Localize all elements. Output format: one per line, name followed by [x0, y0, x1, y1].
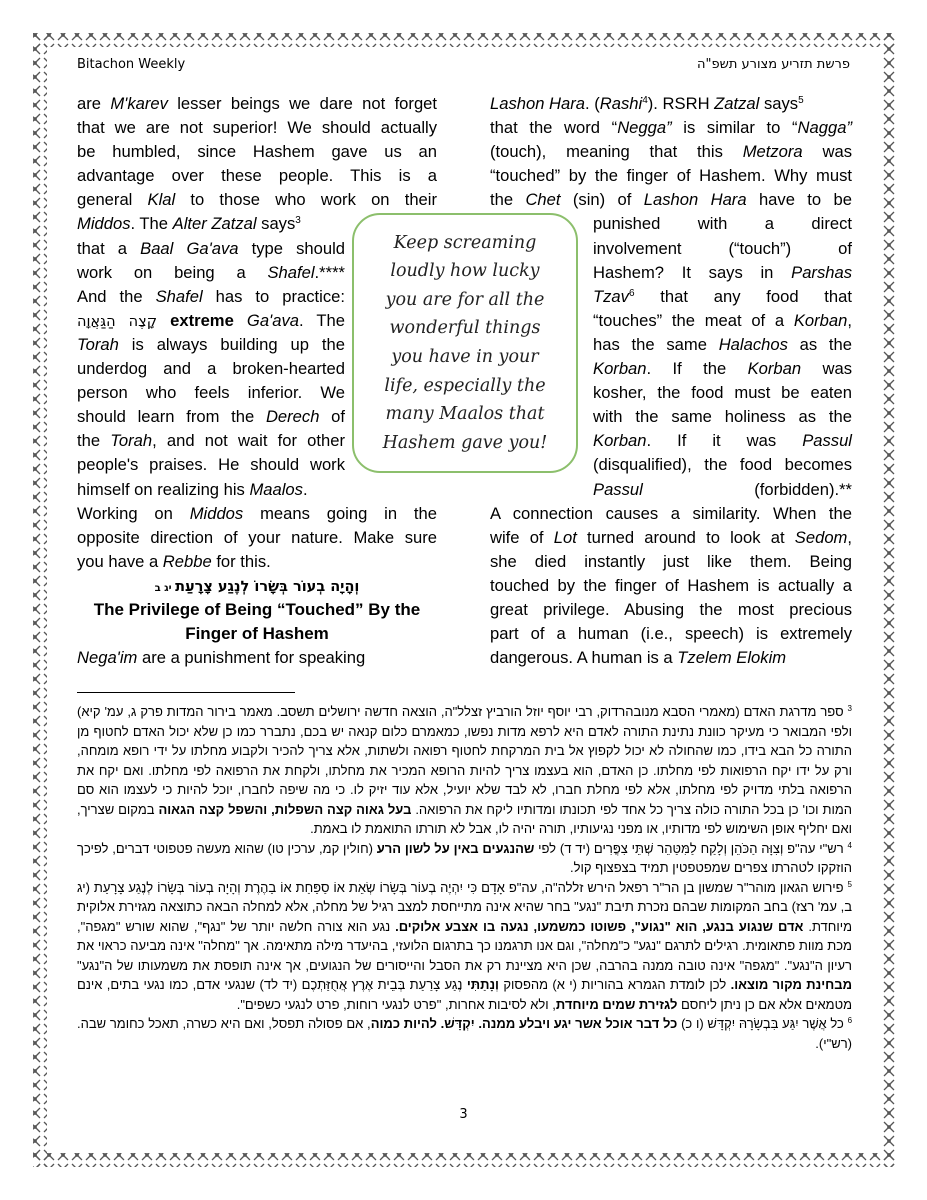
text-run: . The [298, 310, 345, 330]
text-run: A connection causes a similarity. When the [490, 503, 852, 523]
header-publication-title: Bitachon Weekly [77, 57, 186, 72]
text-run: punished with a direct [593, 214, 852, 234]
text-line [77, 381, 345, 405]
text-run: . If the [646, 359, 748, 379]
text-run: opposite direction of your nature. Make sure [77, 527, 437, 547]
text-run: was [802, 142, 852, 162]
text-run: are a punishment for speaking [137, 648, 366, 668]
text-line [593, 261, 852, 285]
footnote-text: נגע הוא צורה חלשה יותר של "נגף", שהוא שורש "מגפה", מכת מוות פתאומית. רגילים לתרגם "נגע" כ"מחלה", וגם אנו תרגמנו כך בתרגום הלועזי, בהיעדר מילה מתאימה. אך "מחלה" אינה מביעה כראוי את רעיון ה"נגע". "מגפה" אינה טובה ממנה בהרבה, שכן היא מציינת רק את הסבל והייסורים של הנגועים, אך אינה תופסת את משמעותו של ה"נגע" [77, 918, 852, 973]
text-run: means going in the [243, 503, 437, 523]
text-run: (forbidden). [642, 479, 840, 499]
text-run: Chet [525, 190, 561, 210]
footnote-text: כל דבר אוכל אשר יגע ויבלע ממנה. יִקְדָּשׁ. להיות כמוה [370, 1016, 678, 1031]
text-line [593, 333, 852, 357]
text-run: ). RSRH [647, 94, 715, 113]
text-run: with the same holiness as the [593, 407, 852, 427]
text-line [77, 550, 437, 574]
text-run: is similar to “ [671, 118, 798, 138]
text-run: ** [839, 479, 852, 499]
text-run: you have a [77, 551, 163, 571]
text-run: person who feels inferior. We [77, 383, 345, 403]
header-parsha-title: פרשת תזריע מצורע תשפ"ה [697, 57, 850, 72]
text-run: Derech [265, 407, 320, 427]
text-run: (disqualified), the food becomes [593, 455, 852, 475]
footnote-number: 5 [847, 879, 852, 889]
text-run: says [256, 214, 296, 234]
text-run: that we are not superior! We should actually [77, 118, 437, 138]
footnote-5 [77, 878, 852, 1015]
footnote-text: ספר מדרגת האדם (מאמרי הסבא מנובהרדוק, רבי יוסף יוזל הורביץ זצלל"ה, הוצאה חדשה ירושלים תשסב. מאמר בירור המדות פרק ג, עמ' קיא) ולפי המבואר כי מעיקר כוונת נתינת התורה לאדם היא לרפא מדות נפשו, כמאמרם כלום קנאה יש בכם, נתברר כמו כן שלא יכול האדם לחטוף מן התורה כל הבא בידו, כמו שהחולה לא יכול לקפוץ אל בית המרקחת לחטוף רפואה ולשתות, אלא צריך להכיר ולקבוע מחלתו על ידי רופא מומחה, ורק על ידו יקח הרפואות לפי מחלתו. כן האדם, הוא בעצמו צריך להיות הרופא המכיר את מחלתו, ולקחת את הרפואה לפי מחלתו. ואם יקח את הרפואה בלתי מדויק לפי מחלתו, אלא לפי מחלת חברו, לא לבד שלא יועיל, אלא עוד יזיק לו. כי מה שיפה לחברו, יוכל להיות כי לעצמו הוא סם המות וכו' כן בכל התורה כולה צריך כל אחד לפי תכונתו ומדותיו ליקח את הרפואה. [77, 704, 852, 817]
text-line [490, 574, 852, 598]
pull-quote-box [352, 213, 578, 473]
text-run: is always building up the [118, 334, 345, 354]
text-run: to those who work on their [175, 190, 437, 210]
text-run: the [77, 431, 111, 451]
text-run: קָצֶה הַגַּאֲוָה [77, 313, 158, 330]
text-run: himself on realizing his [77, 479, 250, 499]
footnote-ref: 3 [295, 215, 301, 227]
text-run: Passul [802, 431, 852, 451]
text-run: Korban [793, 310, 848, 330]
text-run: Torah [77, 334, 119, 354]
text-line [593, 285, 852, 309]
text-run: are [77, 94, 111, 113]
text-run: Alter Zatzal [172, 214, 257, 234]
text-run: , and not wait for other [152, 431, 345, 451]
text-line [490, 526, 852, 550]
text-line [77, 622, 437, 646]
quote-line: Hashem gave you! [382, 432, 548, 453]
text-run: she died instantly just like them. Being [490, 551, 852, 571]
quote-line: many Maalos that [385, 404, 545, 425]
text-run: Torah [110, 431, 153, 451]
quote-line: you have in your [391, 347, 539, 367]
text-line [77, 357, 345, 381]
text-run: Nagga” [797, 118, 852, 138]
text-line [490, 140, 852, 164]
footnote-text: כל אֲשֶׁר יִגַּע בִּבְשָׂרָהּ יִקְדָּשׁ (ו כ) [677, 1016, 844, 1031]
text-run: wife of [490, 527, 554, 547]
text-run: . If it was [646, 431, 803, 451]
text-run: was [801, 359, 852, 379]
text-run: should learn from the [77, 407, 266, 427]
text-run: Shafel [267, 262, 315, 282]
text-run: Working on [77, 503, 190, 523]
text-run [157, 311, 170, 330]
text-run: . The [130, 214, 173, 234]
text-run: lesser beings we dare not forget [167, 94, 438, 113]
text-run: that a [77, 238, 141, 258]
text-run: “touches” the meat of a [593, 310, 794, 330]
text-run: , [847, 527, 852, 547]
text-run: Parshas [791, 262, 852, 282]
text-run: Lot [553, 527, 577, 547]
footnote-text: פירוש הגאון מוהר"ר שמשון בן הר"ר רפאל הירש זללה"ה, עה"פ אָדָם כִּי יִהְיֶה בְעוֹר בְּשָׂרוֹ שְׂאֵת אוֹ סַפַּחַת אוֹ בַהֶרֶת וְהָיָה בְעוֹר בְּשָׂרוֹ לְנֶגַע צָרָעַת (יג ב, עמ' רצז) בחב המקומות שבהם נזכרת תיבת "נגע" בחר שהיא אינה מתייחסת למצב רגיל של מחלה, אלא למחלה הבאה כתוצאה מגזירת אלוקית מיוחדת. [77, 879, 853, 934]
text-line [490, 646, 852, 670]
text-run: Middos [189, 503, 244, 523]
text-run: Middos [77, 214, 131, 234]
text-run: Korban [593, 359, 647, 379]
text-run: part of a human (i.e., speech) is extremely [490, 624, 852, 644]
text-line [77, 140, 437, 164]
text-line [593, 212, 852, 236]
footnote-text: (חולין קמ, ערכין טו) שהוא מעשה פטפוטי דברים, לפיכך הוזקקו לטהרתו צפרים שמפטפטין תמיד בצפצוף קול. [77, 840, 852, 875]
text-run: Lashon Hara [490, 94, 586, 113]
footnote-number: 4 [847, 840, 852, 850]
text-line [490, 92, 852, 116]
text-run: for this. [211, 551, 271, 571]
text-line [593, 405, 852, 429]
text-line [77, 116, 437, 140]
text-run: Rebbe [162, 551, 212, 571]
text-run: Tzav [593, 286, 629, 306]
text-run: And the [77, 286, 156, 306]
text-run: Shafel [155, 286, 203, 306]
text-line [77, 188, 437, 212]
text-run: as the [787, 334, 852, 354]
quote-line: life, especially the [384, 375, 546, 396]
text-run: Finger of Hashem [185, 624, 329, 644]
text-run: work on being a [77, 262, 268, 282]
text-line [593, 237, 852, 261]
text-line [77, 429, 345, 453]
text-line [77, 526, 437, 550]
footnote-text: מבחינת מקור מוצאו. [730, 977, 853, 992]
text-run: “touched” by the finger of Hashem. Why must [490, 166, 852, 186]
text-run: . [302, 479, 308, 499]
text-run: advantage over these people. This is a [77, 166, 437, 186]
text-run: . ( [585, 94, 600, 113]
text-line [77, 164, 437, 188]
footnote-text: , אם פסולה תפסל, ואם היא כשרה, תאכל כחומר שבה. (רש"י). [77, 1016, 852, 1051]
footnote-text: , ולא לסיבות אחרות, "פרט לנגעי רוחות, פרט לנגעי כשפים". [236, 996, 556, 1012]
text-line [490, 188, 852, 212]
footnote-text: וְנָתַתִּי [466, 977, 499, 992]
text-run: Maalos [249, 479, 303, 499]
text-line [490, 116, 852, 140]
text-run: Korban [747, 359, 802, 379]
text-line [490, 502, 852, 526]
text-run: be humbled, since Hashem gave us an [77, 142, 437, 162]
text-run: Nega'im [77, 648, 138, 668]
text-line [490, 164, 852, 188]
footnote-4 [77, 839, 852, 878]
text-run: type should [238, 238, 345, 258]
text-run: underdog and a broken-hearted [77, 359, 345, 379]
text-run: turned around to look at [576, 527, 795, 547]
text-line [77, 598, 437, 622]
text-line [77, 453, 345, 477]
text-run: dangerous. A human is a [490, 648, 678, 668]
text-run: Rashi [599, 94, 643, 113]
text-line [77, 237, 345, 261]
text-line [77, 92, 437, 116]
footnote-3 [77, 702, 852, 839]
text-line [593, 453, 852, 477]
text-run: . [314, 262, 320, 282]
text-run: וְהָיָה בְעוֹר בְּשָׂרוֹ לְנֶגַע צָרָעַת [175, 578, 360, 595]
text-line [77, 646, 437, 670]
text-run: Negga” [617, 118, 672, 138]
footnotes [77, 702, 852, 1053]
text-run: Ga'ava [246, 310, 299, 330]
text-run: Metzora [742, 142, 803, 162]
text-run: that the word “ [490, 118, 618, 138]
text-line [77, 502, 437, 526]
text-run: Passul [593, 479, 643, 499]
footnote-text: רש"י עה"פ וְצִוָּה הַכֹּהֵן וְלָקַח לַמִּטַּהֵר שְׁתֵּי צִפֳּרִים (יד ד) לפי [534, 840, 844, 856]
text-run: Hashem? It says in [593, 262, 792, 282]
page-number: 3 [459, 1107, 468, 1122]
footnote-separator [77, 692, 295, 693]
text-line [490, 622, 852, 646]
footnote-number: 6 [847, 1016, 853, 1025]
footnote-ref: 4 [642, 95, 648, 106]
footnote-text: לגזירת שמים מיוחדת [555, 996, 678, 1012]
text-run: has to practice: [202, 286, 345, 306]
text-line [593, 429, 852, 453]
footnote-text: בעל גאוה קצה השפלות, והשפל קצה הגאוה [158, 801, 412, 817]
text-line [77, 478, 345, 502]
quote-line: you are for all the [385, 289, 545, 310]
text-run: extreme [170, 310, 234, 330]
text-run: involvement (“touch”) of [593, 238, 852, 258]
text-line [593, 357, 852, 381]
text-run: general [77, 190, 148, 210]
footnote-text: אדם שנגוע בנגע, הוא "נגוע", פשוטו כמשמעו, נגעה בו אצבע אלוקים. [395, 918, 804, 934]
text-run: has the same [593, 334, 719, 354]
text-line [593, 478, 852, 502]
text-run: The Privilege of Being “Touched” By the [93, 599, 421, 619]
text-run: that any food that [634, 286, 852, 306]
text-run: people's praises. He should work [77, 455, 345, 475]
text-run: great privilege. Abusing the most precious [490, 599, 852, 619]
text-run: touched by the finger of Hashem is actually a [490, 575, 852, 595]
text-run: , [847, 310, 852, 330]
text-run: Tzelem Elokim [677, 648, 787, 668]
text-run: of [319, 407, 345, 427]
text-line [593, 381, 852, 405]
footnote-number: 3 [847, 704, 852, 713]
footnote-text: לכן לומדת הגמרא בהוריות (י א) מהפסוק [498, 977, 731, 992]
footnote-ref: 5 [798, 95, 804, 106]
text-run: kosher, the food must be eaten [593, 383, 852, 403]
text-line [77, 309, 345, 333]
text-run: יג ב [154, 582, 176, 594]
text-line [77, 574, 437, 598]
text-run [234, 311, 247, 330]
text-line [77, 405, 345, 429]
text-run: Zatzal [714, 94, 760, 113]
text-run: **** [319, 262, 345, 282]
text-run: Lashon Hara [643, 190, 747, 210]
text-run: says [759, 94, 799, 113]
text-run: Klal [147, 190, 176, 210]
text-run: M'karev [110, 94, 168, 113]
text-line [490, 598, 852, 622]
text-run: Halachos [718, 334, 788, 354]
text-line [593, 309, 852, 333]
text-run: Korban [593, 431, 647, 451]
footnote-text: במקום שצריך, ואם יחליף אופן השימוש לפי מדותיו, או מפני נגיעותיו, תורה יהיה לו, אבל לא תורתו התואמת לו באמת. [77, 801, 852, 836]
quote-line: Keep screaming [393, 232, 537, 253]
text-run: (touch), meaning that this [490, 142, 743, 162]
quote-line: loudly how lucky [390, 261, 540, 282]
footnote-6 [77, 1014, 852, 1053]
footnote-text: שהנגעים באין על לשון הרע [376, 840, 535, 856]
text-run: (sin) of [560, 190, 644, 210]
text-run: have to be [746, 190, 852, 210]
text-run: Baal Ga'ava [140, 238, 239, 258]
text-line [77, 285, 345, 309]
text-line [77, 333, 345, 357]
text-run: Sedom [794, 527, 848, 547]
footnote-text: נֶגַע צָרַעַת בְּבֵית אֶרֶץ אֲחֻזַּתְכֶם (יד לד) שנגעי אדם, כמו נגעי בתים, אינם מטמאים אלא אם כן ניתן ליחסם [77, 977, 852, 1012]
text-run: the [490, 190, 526, 210]
text-line [490, 550, 852, 574]
quote-line: wonderful things [389, 318, 541, 339]
footnote-ref: 6 [628, 287, 635, 299]
text-line [77, 261, 345, 285]
